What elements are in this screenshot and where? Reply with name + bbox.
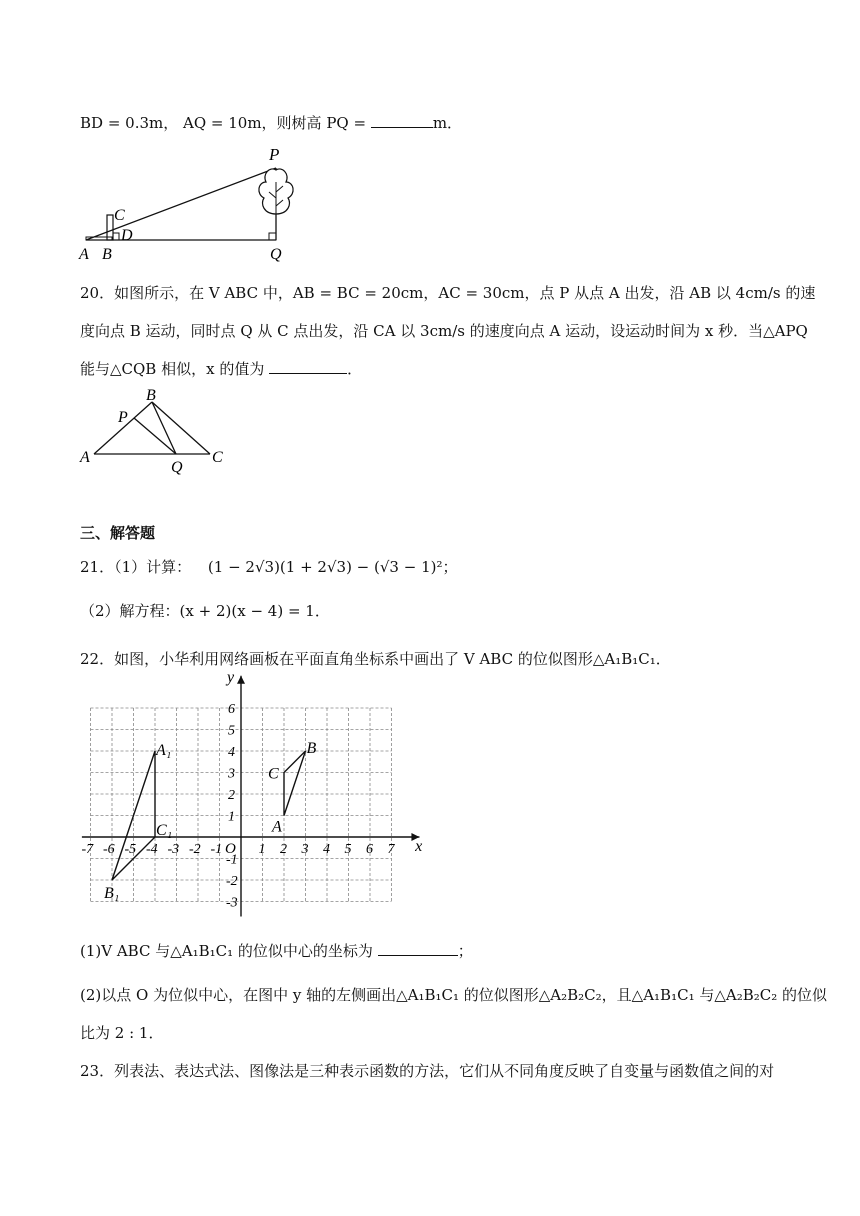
q19-label-p: P — [269, 145, 280, 164]
q21-part-2: （2）解方程：(x + 2)(x − 4) = 1． — [80, 602, 330, 620]
label-c: C — [268, 765, 279, 783]
q20-label-a: A — [80, 449, 90, 466]
y-axis-arrow — [237, 676, 245, 684]
q19-tree-figure — [76, 142, 306, 264]
x-tick-label: 6 — [366, 842, 373, 857]
q23-line-1: 23．列表法、表达式法、图像法是三种表示函数的方法，它们从不同角度反映了自变量与函数值之间的对 — [80, 1062, 775, 1080]
q22-coordinate-grid — [70, 672, 430, 932]
x-tick-label: -3 — [167, 842, 180, 857]
label-a: A — [272, 818, 282, 836]
label-b1: B₁ — [104, 885, 120, 902]
y-axis-label: y — [227, 672, 235, 687]
x-tick-label: 2 — [280, 842, 287, 857]
label-c1: C₁ — [156, 822, 173, 839]
y-tick-label: -2 — [226, 874, 238, 889]
q20-line-3: 能与△CQB 相似，x 的值为 ． — [80, 360, 363, 378]
section-heading: 三、解答题 — [80, 524, 156, 542]
triangle-abc — [284, 751, 306, 816]
q19-given-values: BD = 0.3m， AQ = 10m，则树高 PQ = — [80, 114, 367, 132]
q19-answer-blank[interactable] — [371, 113, 433, 128]
x-tick-label: 5 — [344, 842, 352, 857]
q21-equation: (x + 2)(x − 4) = 1． — [179, 602, 330, 620]
x-tick-label: -6 — [103, 842, 115, 857]
q20-label-q: Q — [171, 459, 183, 476]
x-tick-label: -4 — [146, 842, 158, 857]
q20-line-2: 度向点 B 运动，同时点 Q 从 C 点出发，沿 CA 以 3cm/s 的速度向点 A 运动，设运动时间为 x 秒．当△APQ — [80, 322, 808, 340]
x-tick-label: -5 — [124, 842, 137, 857]
y-tick-label: 5 — [228, 723, 235, 739]
q21-part-1: 21．（1）计算： (1 − 2√3)(1 + 2√3) − (√3 − 1)²； — [80, 558, 458, 576]
x-tick-label: 4 — [323, 842, 330, 857]
x-tick-label: -2 — [189, 842, 201, 857]
y-tick-label: 3 — [228, 766, 235, 782]
q19-label-q: Q — [270, 246, 282, 263]
x-axis-label: x — [415, 838, 423, 855]
q22-sub-2-line-1: (2)以点 O 为位似中心，在图中 y 轴的左侧画出△A₁B₁C₁ 的位似图形△A₂B₂C₂，且△A₁B₁C₁ 与△A₂B₂C₂ 的位似 — [80, 986, 828, 1004]
q19-label-d: D — [121, 227, 133, 244]
x-tick-label: -7 — [81, 842, 94, 857]
y-tick-label: -1 — [226, 852, 238, 868]
q19-tail-line — [80, 112, 462, 133]
y-tick-label: 6 — [228, 702, 235, 717]
y-tick-label: -3 — [226, 895, 238, 911]
q22-intro: 22．如图，小华利用网络画板在平面直角坐标系中画出了 V ABC 的位似图形△A₁B₁C₁． — [80, 650, 671, 668]
q21-expression-1: (1 − 2√3)(1 + 2√3) − (√3 − 1)²； — [207, 558, 458, 576]
q20-triangle-figure — [76, 384, 236, 480]
q20-label-b: B — [146, 387, 156, 404]
label-b: B — [306, 740, 317, 757]
origin-label: O — [225, 841, 236, 857]
q22-answer-blank[interactable] — [378, 941, 458, 956]
q20-label-p: P — [118, 409, 128, 426]
x-tick-label: 1 — [258, 842, 266, 857]
q19-unit: m． — [432, 114, 463, 132]
x-tick-label: 7 — [387, 842, 395, 857]
q20-line-1: 20．如图所示，在 V ABC 中，AB = BC = 20cm，AC = 30cm，点 P 从点 A 出发，沿 AB 以 4cm/s 的速 — [80, 284, 816, 302]
x-tick-label: -1 — [210, 842, 223, 857]
y-tick-label: 2 — [228, 788, 235, 803]
q22-sub-2-line-2: 比为 2 : 1． — [80, 1024, 164, 1042]
q20-label-c: C — [212, 449, 223, 466]
x-tick-label: 3 — [301, 842, 309, 857]
q22-sub-1: (1)V ABC 与△A₁B₁C₁ 的位似中心的坐标为 ； — [80, 942, 473, 960]
q19-label-b: B — [102, 246, 112, 263]
q19-label-c: C — [114, 207, 125, 224]
q20-answer-blank[interactable] — [269, 359, 347, 374]
y-tick-label: 4 — [228, 745, 235, 760]
q19-label-a: A — [79, 246, 89, 263]
label-a1: A₁ — [156, 742, 172, 759]
y-tick-label: 1 — [228, 809, 235, 825]
